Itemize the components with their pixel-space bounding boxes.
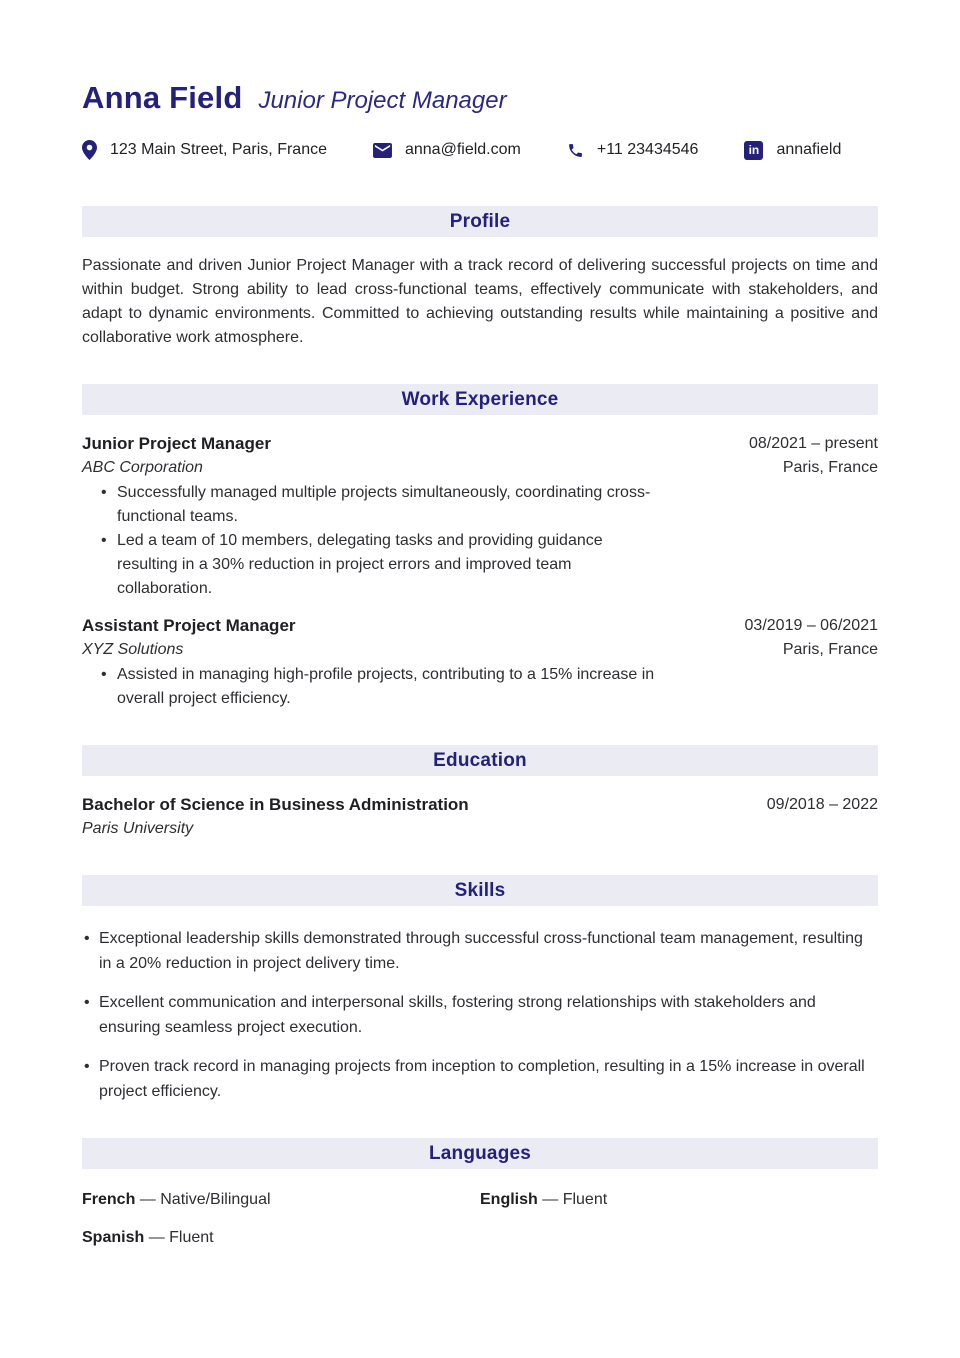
degree-title: Bachelor of Science in Business Administration <box>82 795 469 814</box>
contact-phone-text: +11 23434546 <box>596 141 699 158</box>
skill-bullet: • Excellent communication and interpersonal skills, fostering strong relationships with stakeholders and ensuring seamless project execution. <box>82 990 878 1040</box>
contact-row <box>82 140 878 160</box>
work-entry <box>82 432 878 601</box>
job-bullet: • Successfully managed multiple projects simultaneously, coordinating cross-functional teams. <box>82 481 667 529</box>
contact-linkedin <box>744 141 841 160</box>
job-title: Assistant Project Manager <box>82 616 296 635</box>
education-entry <box>82 793 878 841</box>
job-bullet-list <box>82 481 667 601</box>
education-section-bar <box>82 745 878 776</box>
work-section-bar <box>82 384 878 415</box>
job-location: Paris, France <box>782 641 878 658</box>
language-item <box>480 1188 878 1212</box>
language-dash: — <box>139 1191 156 1208</box>
language-level: Fluent <box>562 1191 608 1208</box>
language-item <box>82 1226 480 1250</box>
job-bullet: • Led a team of 10 members, delegating tasks and providing guidance resulting in a 30% reduction in project errors and improved team collaboration. <box>82 529 667 601</box>
section-languages <box>82 1138 878 1250</box>
education-section-title: Education <box>433 749 527 771</box>
language-dash: — <box>542 1191 559 1208</box>
languages-section-title: Languages <box>428 1142 532 1164</box>
job-bullet: • Assisted in managing high-profile projects, contributing to a 15% increase in overall project efficiency. <box>82 663 667 711</box>
skill-bullet: • Proven track record in managing projects from inception to completion, resulting in a 15% increase in overall project efficiency. <box>82 1054 878 1104</box>
phone-icon <box>567 142 584 159</box>
work-entry <box>82 614 878 711</box>
location-pin-icon <box>82 140 97 160</box>
section-skills <box>82 875 878 1104</box>
contact-phone <box>567 141 699 159</box>
job-title: Junior Project Manager <box>82 434 271 453</box>
section-education <box>82 745 878 841</box>
school-name: Paris University <box>82 820 194 837</box>
envelope-icon <box>373 143 392 158</box>
section-work-experience <box>82 384 878 711</box>
job-bullet-list <box>82 663 667 711</box>
contact-email <box>373 141 521 159</box>
contact-email-text: anna@field.com <box>404 141 521 158</box>
contact-address-text: 123 Main Street, Paris, France <box>110 141 327 158</box>
language-name: French <box>82 1191 136 1208</box>
skills-section-bar <box>82 875 878 906</box>
job-dates: 03/2019 – 06/2021 <box>744 617 878 634</box>
language-name: English <box>480 1191 538 1208</box>
language-name: Spanish <box>82 1229 145 1246</box>
profile-section-bar <box>82 206 878 237</box>
candidate-name: Anna Field <box>82 80 243 115</box>
work-section-title: Work Experience <box>401 388 559 410</box>
skills-section-title: Skills <box>454 879 506 901</box>
language-level: Fluent <box>169 1229 214 1246</box>
section-profile <box>82 206 878 350</box>
linkedin-icon: in <box>744 141 763 160</box>
profile-section-title: Profile <box>449 210 511 232</box>
languages-section-bar <box>82 1138 878 1169</box>
job-dates: 08/2021 – present <box>749 435 878 452</box>
language-dash: — <box>148 1229 165 1246</box>
skills-bullet-list <box>82 926 878 1104</box>
candidate-job-title: Junior Project Manager <box>258 87 507 114</box>
contact-linkedin-text: annafield <box>776 141 842 158</box>
job-location: Paris, France <box>782 459 878 476</box>
job-company: ABC Corporation <box>82 459 203 476</box>
contact-address <box>82 140 327 160</box>
language-item <box>82 1188 480 1212</box>
resume-header <box>82 80 878 116</box>
education-dates: 09/2018 – 2022 <box>766 796 878 813</box>
job-company: XYZ Solutions <box>82 641 184 658</box>
languages-grid <box>82 1188 878 1250</box>
profile-summary: Passionate and driven Junior Project Manager with a track record of delivering successful projects on time and within budget. Strong ability to lead cross-functional teams, effectively communicate with stakeholders, and adapt to dynamic environments. Committed to achieving outstanding results while maintaining a positive and collaborative work atmosphere. <box>82 257 878 346</box>
skill-bullet: • Exceptional leadership skills demonstrated through successful cross-functional team management, resulting in a 20% reduction in project delivery time. <box>82 926 878 976</box>
language-level: Native/Bilingual <box>160 1191 271 1208</box>
